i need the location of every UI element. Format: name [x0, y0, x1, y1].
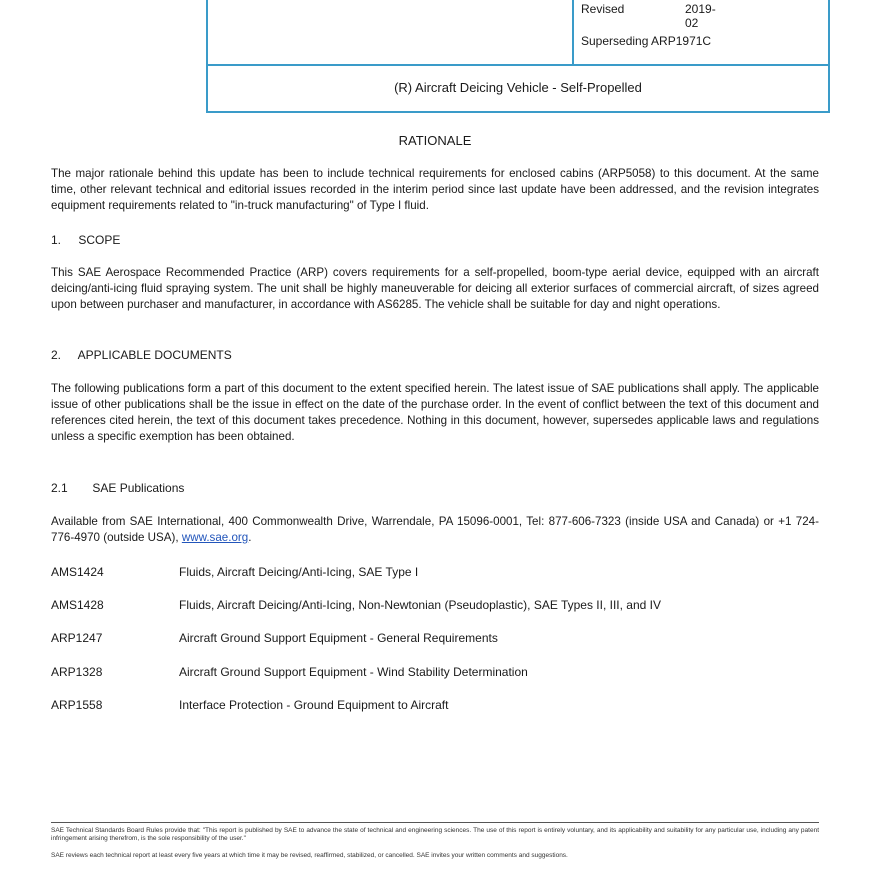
reference-title: Aircraft Ground Support Equipment - General Requirements [179, 631, 498, 645]
reference-code: AMS1428 [51, 598, 104, 612]
rationale-text: The major rationale behind this update has been to include technical requirements for enclosed cabins (ARP5058) to this document. At the same time, other relevant technical and editorial issues recorded in the interim period since last update have been addressed, and the revision integrates equipment requirements related to "in-truck manufacturing" of Type I fluid. [51, 167, 819, 212]
reference-title: Aircraft Ground Support Equipment - Wind Stability Determination [179, 665, 528, 679]
header-divider-horizontal [208, 64, 828, 66]
footer-divider [51, 822, 819, 823]
reference-code: ARP1328 [51, 665, 103, 679]
sae-publications-text [51, 514, 819, 546]
sae-website-link[interactable]: www.sae.org [181, 531, 249, 544]
reference-title: Fluids, Aircraft Deicing/Anti-Icing, SAE Type I [179, 565, 419, 579]
section-number: 2. [51, 348, 62, 362]
footer-review-text: SAE reviews each technical report at least every five years at which time it may be revised, reaffirmed, stabilized, or cancelled. SAE invites your written comments and suggestions. [51, 852, 568, 859]
revised-date: 2019-02 [685, 2, 716, 30]
rationale-heading: RATIONALE [398, 133, 472, 148]
revised-label: Revised [581, 2, 625, 16]
section-applicable-heading [51, 348, 232, 362]
header-divider-vertical [572, 0, 574, 66]
reference-code: ARP1558 [51, 698, 103, 712]
reference-code: AMS1424 [51, 565, 104, 579]
sae-link-period: . [248, 531, 252, 544]
sae-availability-text: Available from SAE International, 400 Commonwealth Drive, Warrendale, PA 15096-0001, Tel: 877-606-7323 (inside USA and Canada) or +1 724-776-4970 (outside USA), [51, 515, 819, 544]
reference-title: Interface Protection - Ground Equipment to Aircraft [179, 698, 449, 712]
footer-legal-text: SAE Technical Standards Board Rules provide that: "This report is published by SAE to advance the state of technical and engineering sciences. The use of this report is entirely voluntary, and its applicability and suitability for any particular use, including any patent infringement arising therefrom, is the sole responsibility of the user." [51, 827, 819, 842]
document-title: (R) Aircraft Deicing Vehicle - Self-Propelled [394, 80, 642, 95]
document-header-box [206, 0, 830, 113]
section-number: 1. [51, 233, 62, 247]
superseding-text: Superseding ARP1971C [581, 34, 712, 48]
section-sae-publications-heading [51, 481, 184, 495]
scope-text: This SAE Aerospace Recommended Practice (ARP) covers requirements for a self-propelled, boom-type aerial device, equipped with an aircraft deicing/anti-icing fluid spraying system. The unit shall be highly maneuverable for deicing all exterior surfaces of commercial aircraft, of sizes agreed upon between purchaser and manufacturer, in accordance with AS6285. The vehicle shall be suitable for day and night operations. [51, 266, 819, 311]
section-title: APPLICABLE DOCUMENTS [77, 348, 232, 362]
section-title: SAE Publications [92, 481, 185, 495]
reference-code: ARP1247 [51, 631, 103, 645]
reference-title: Fluids, Aircraft Deicing/Anti-Icing, Non-Newtonian (Pseudoplastic), SAE Types II, III, and IV [179, 598, 661, 612]
section-scope-heading [51, 233, 120, 247]
applicable-text: The following publications form a part of this document to the extent specified herein. The latest issue of SAE publications shall apply. The applicable issue of other publications shall be the issue in effect on the date of the purchase order. In the event of conflict between the text of this document and references cited herein, the text of this document takes precedence. Nothing in this document, however, supersedes applicable laws and regulations unless a specific exemption has been obtained. [51, 382, 819, 443]
section-number: 2.1 [51, 481, 68, 495]
section-title: SCOPE [78, 233, 121, 247]
